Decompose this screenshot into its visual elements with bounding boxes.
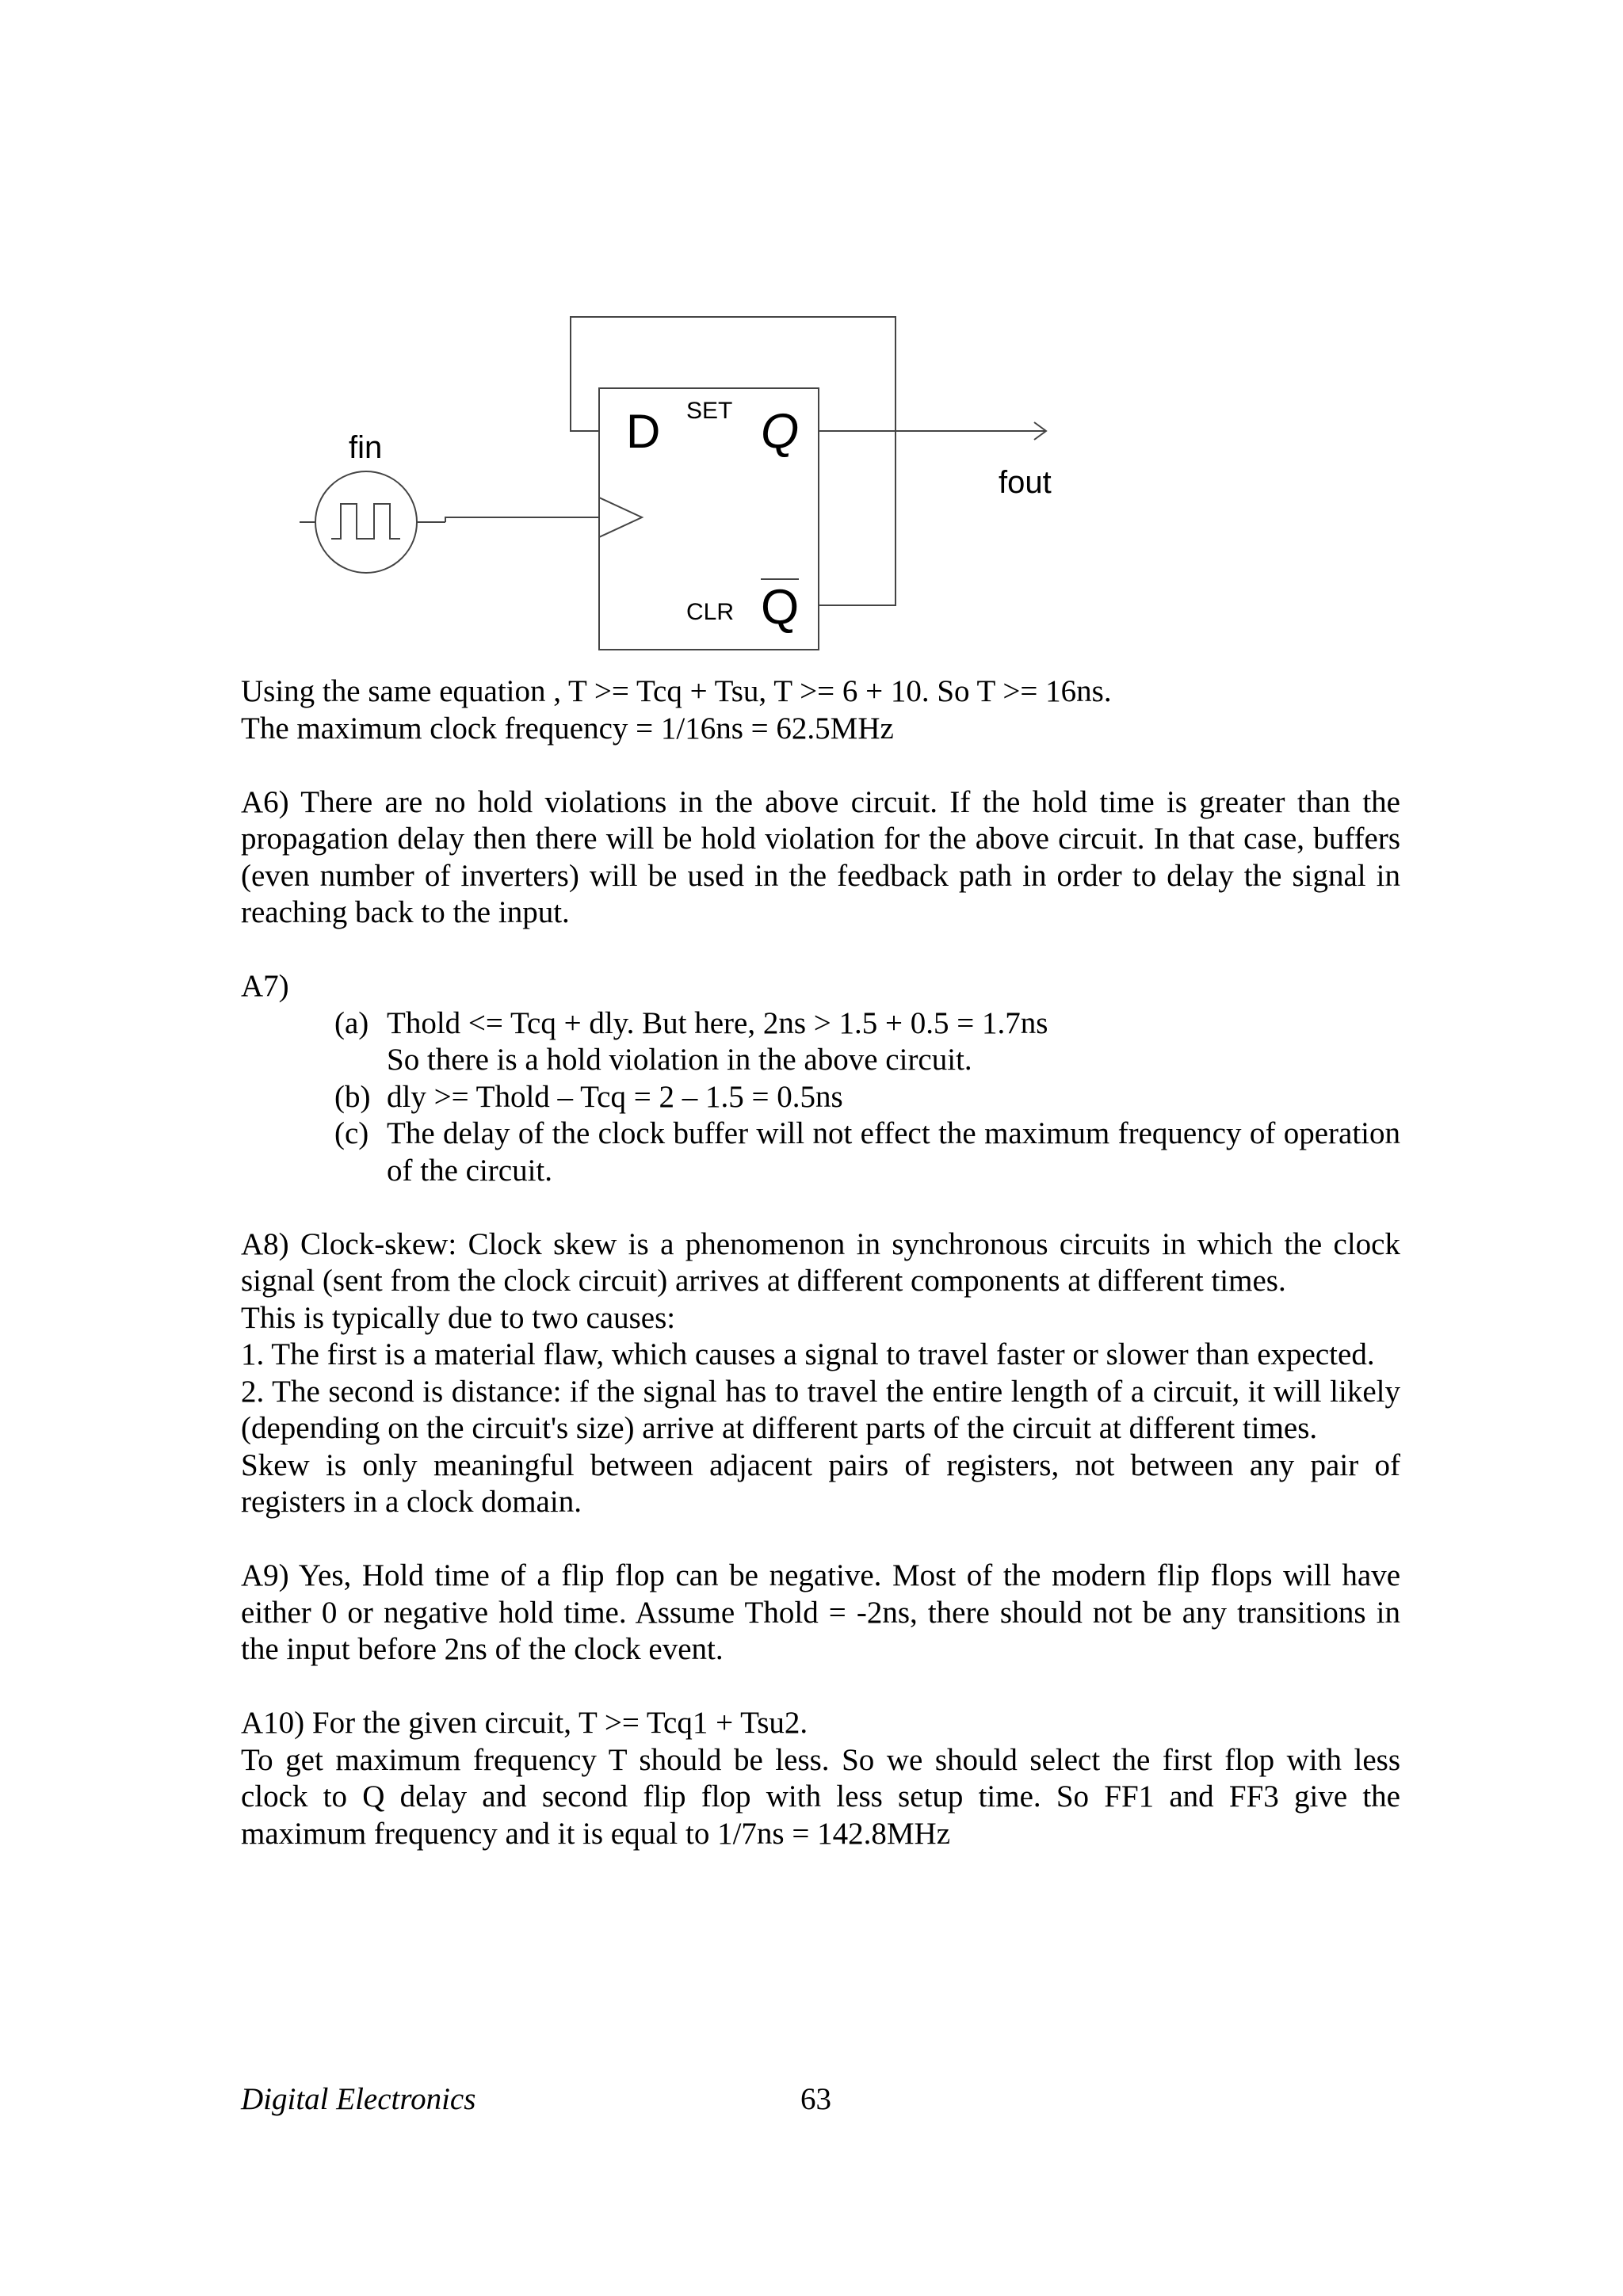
answer-a10-rest: To get maximum frequency T should be less. So we should select the first flop with less clock to Q delay and second flip flop with less setup time. So FF1 and FF3 give the maximum frequency and it is equal to 1/7ns = 142.8MHz (241, 1742, 1400, 1851)
list-marker: (b) (334, 1079, 371, 1114)
answer-a9: A9) Yes, Hold time of a flip flop can be negative. Most of the modern flip flops will have either 0 or negative hold time. Assume Thold = -2ns, there should not be any transitions in the input before 2ns of the clock event. (241, 1558, 1400, 1666)
output-label-fout: fout (999, 465, 1052, 500)
pin-set-label: SET (686, 398, 733, 424)
answer-a8-point-2: 2. The second is distance: if the signal has to travel the entire length of a circuit, it will likely (depending on the circuit's size) arrive at different parts of the circuit at different times. (241, 1374, 1400, 1445)
answer-a8-skew: Skew is only meaningful between adjacent pairs of registers, not between any pair of registers in a clock domain. (241, 1447, 1400, 1519)
answer-a8-intro: A8) Clock-skew: Clock skew is a phenomenon in synchronous circuits in which the clock signal (sent from the clock circuit) arrives at different components at different times. (241, 1226, 1400, 1298)
pin-qbar-label: Q (761, 580, 800, 635)
answer-a7-heading: A7) (241, 969, 289, 1003)
pin-clr-label: CLR (686, 599, 735, 625)
answer-a8-causes: This is typically due to two causes: (241, 1300, 676, 1335)
input-label-fin: fin (349, 430, 383, 465)
clock-input-triangle (599, 498, 642, 537)
list-item (334, 1116, 1400, 1189)
list-item-text: Thold <= Tcq + dly. But here, 2ns > 1.5 + 0.5 = 1.7ns (387, 1005, 1048, 1040)
feedback-wire (571, 317, 896, 605)
list-item-text: So there is a hold violation in the above circuit. (387, 1043, 972, 1077)
pin-d-label: D (626, 405, 661, 458)
list-item-text: dly >= Thold – Tcq = 2 – 1.5 = 0.5ns (387, 1079, 843, 1114)
pin-q-label: Q (761, 404, 800, 459)
page-number: 63 (800, 2082, 831, 2116)
answer-text (241, 673, 1400, 1852)
d-flip-flop-circuit-diagram (0, 0, 1623, 673)
list-item (334, 1042, 1400, 1079)
clock-wire (445, 517, 599, 522)
answer-a8-point-1: 1. The first is a material flaw, which causes a signal to travel faster or slower than expected. (241, 1337, 1375, 1371)
list-marker: (c) (334, 1116, 369, 1150)
answer-a7-list (334, 1005, 1400, 1190)
list-item-text: The delay of the clock buffer will not effect the maximum frequency of operation of the circuit. (387, 1116, 1400, 1188)
max-frequency-line: The maximum clock frequency = 1/16ns = 62.5MHz (241, 711, 894, 746)
answer-a6: A6) There are no hold violations in the above circuit. If the hold time is greater than the propagation delay then there will be hold violation for the above circuit. In that case, buffers (even number of inverters) will be used in the feedback path in order to delay the signal in reaching back to the input. (241, 784, 1400, 929)
list-marker (334, 1042, 387, 1079)
clock-source-circle (315, 471, 417, 573)
answer-a10-line1: A10) For the given circuit, T >= Tcq1 + Tsu2. (241, 1706, 808, 1740)
square-wave-symbol (331, 504, 400, 539)
list-marker: (a) (334, 1005, 369, 1040)
equation-line: Using the same equation , T >= Tcq + Tsu, T >= 6 + 10. So T >= 16ns. (241, 674, 1112, 708)
list-item (334, 1005, 1400, 1043)
footer-title: Digital Electronics (241, 2082, 476, 2116)
list-item (334, 1079, 1400, 1116)
